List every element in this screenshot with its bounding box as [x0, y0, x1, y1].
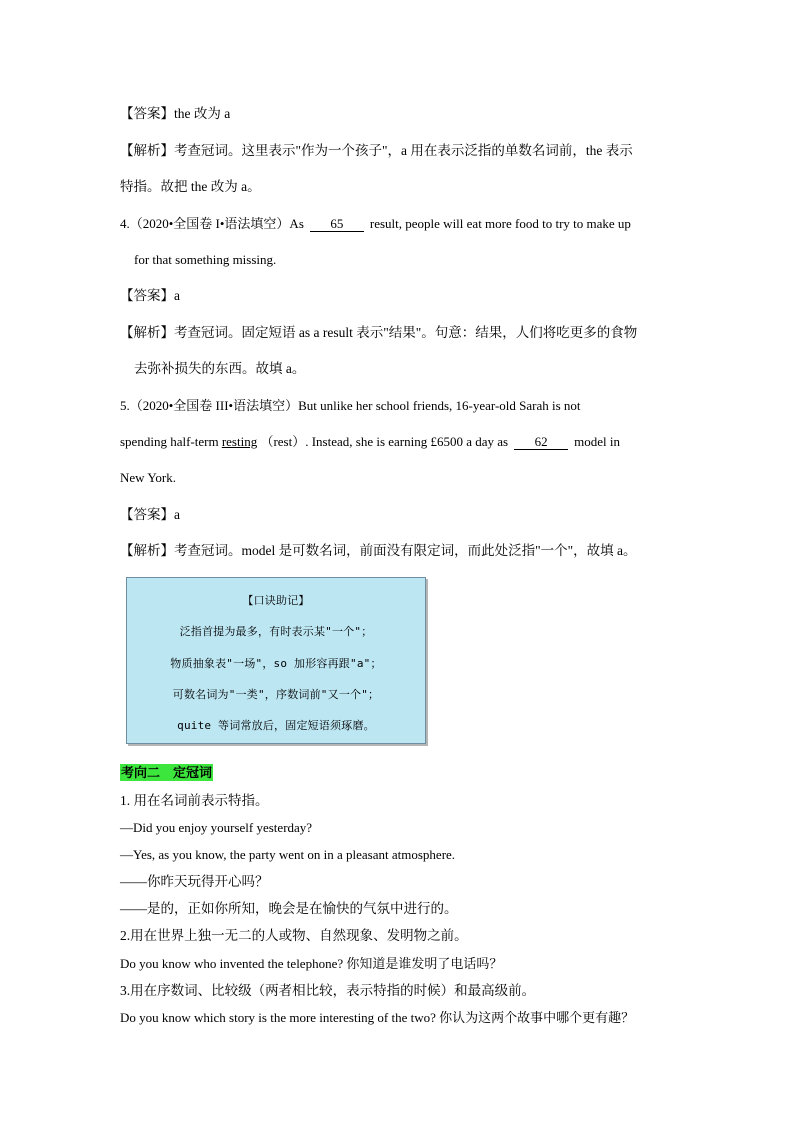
analysis-4-line-1: 【解析】考查冠词。固定短语 as a result 表示"结果"。句意：结果，人们将吃更多的食物	[120, 325, 638, 340]
section-line-3: —Yes, as you know, the party went on in a pleasant atmosphere.	[120, 847, 456, 862]
mnemonic-line-2: 物质抽象表"一场"，so 加形容再跟"a"；	[170, 657, 382, 670]
section-heading: 考向二 定冠词	[121, 765, 213, 780]
mnemonic-line-4: quite 等词常放后，固定短语须琢磨。	[177, 719, 375, 732]
question-4-line-1	[120, 215, 631, 233]
answer-3: 【答案】the 改为 a	[120, 106, 231, 121]
section-line-2: —Did you enjoy yourself yesterday?	[120, 820, 313, 835]
answer-5: 【答案】a	[120, 507, 180, 522]
question-5-line-3: New York.	[120, 470, 176, 485]
mnemonic-line-1: 泛指首提为最多，有时表示某"一个"；	[179, 625, 373, 638]
mnemonic-box	[126, 577, 426, 744]
analysis-4-line-2: 去弥补损失的东西。故填 a。	[134, 361, 306, 376]
analysis-5: 【解析】考查冠词。model 是可数名词，前面没有限定词，而此处泛指"一个"，故填 a。	[120, 543, 637, 558]
section-line-5: ——是的，正如你所知，晚会是在愉快的气氛中进行的。	[120, 901, 458, 916]
question-5-middle: （rest）. Instead, she is earning £6500 a day as	[260, 434, 509, 449]
mnemonic-line-3: 可数名词为"一类"，序数词前"又一个"；	[172, 688, 380, 701]
question-4-blank: 65	[310, 216, 364, 232]
question-4-prefix: 4.（2020•全国卷 I•语法填空）As	[120, 216, 304, 231]
question-5-line-2	[120, 433, 620, 451]
section-line-6: 2.用在世界上独一无二的人或物、自然现象、发明物之前。	[120, 928, 468, 943]
section-line-4: ——你昨天玩得开心吗？	[120, 874, 269, 889]
analysis-3-line-2: 特指。故把 the 改为 a。	[120, 179, 261, 194]
section-line-9: Do you know which story is the more interesting of the two? 你认为这两个故事中哪个更有趣？	[120, 1010, 635, 1025]
question-5-line-1: 5.（2020•全国卷 III•语法填空）But unlike her school friends, 16-year-old Sarah is not	[120, 398, 581, 413]
section-line-7: Do you know who invented the telephone? 你知道是谁发明了电话吗？	[120, 956, 503, 971]
question-5-suffix: model in	[574, 434, 620, 449]
mnemonic-title: 【口诀助记】	[242, 594, 310, 607]
section-line-8: 3.用在序数词、比较级（两者相比较，表示特指的时候）和最高级前。	[120, 983, 536, 998]
answer-4: 【答案】a	[120, 288, 180, 303]
question-5-blank: 62	[514, 434, 568, 450]
question-4-line-2: for that something missing.	[134, 252, 277, 267]
question-5-prefix: spending half-term	[120, 434, 219, 449]
analysis-3-line-1: 【解析】考查冠词。这里表示"作为一个孩子"，a 用在表示泛指的单数名词前，the 表示	[120, 143, 633, 158]
section-line-1: 1. 用在名词前表示特指。	[120, 793, 269, 808]
question-5-underlined-word: resting	[221, 434, 258, 449]
question-4-suffix: result, people will eat more food to try to make up	[369, 216, 631, 231]
